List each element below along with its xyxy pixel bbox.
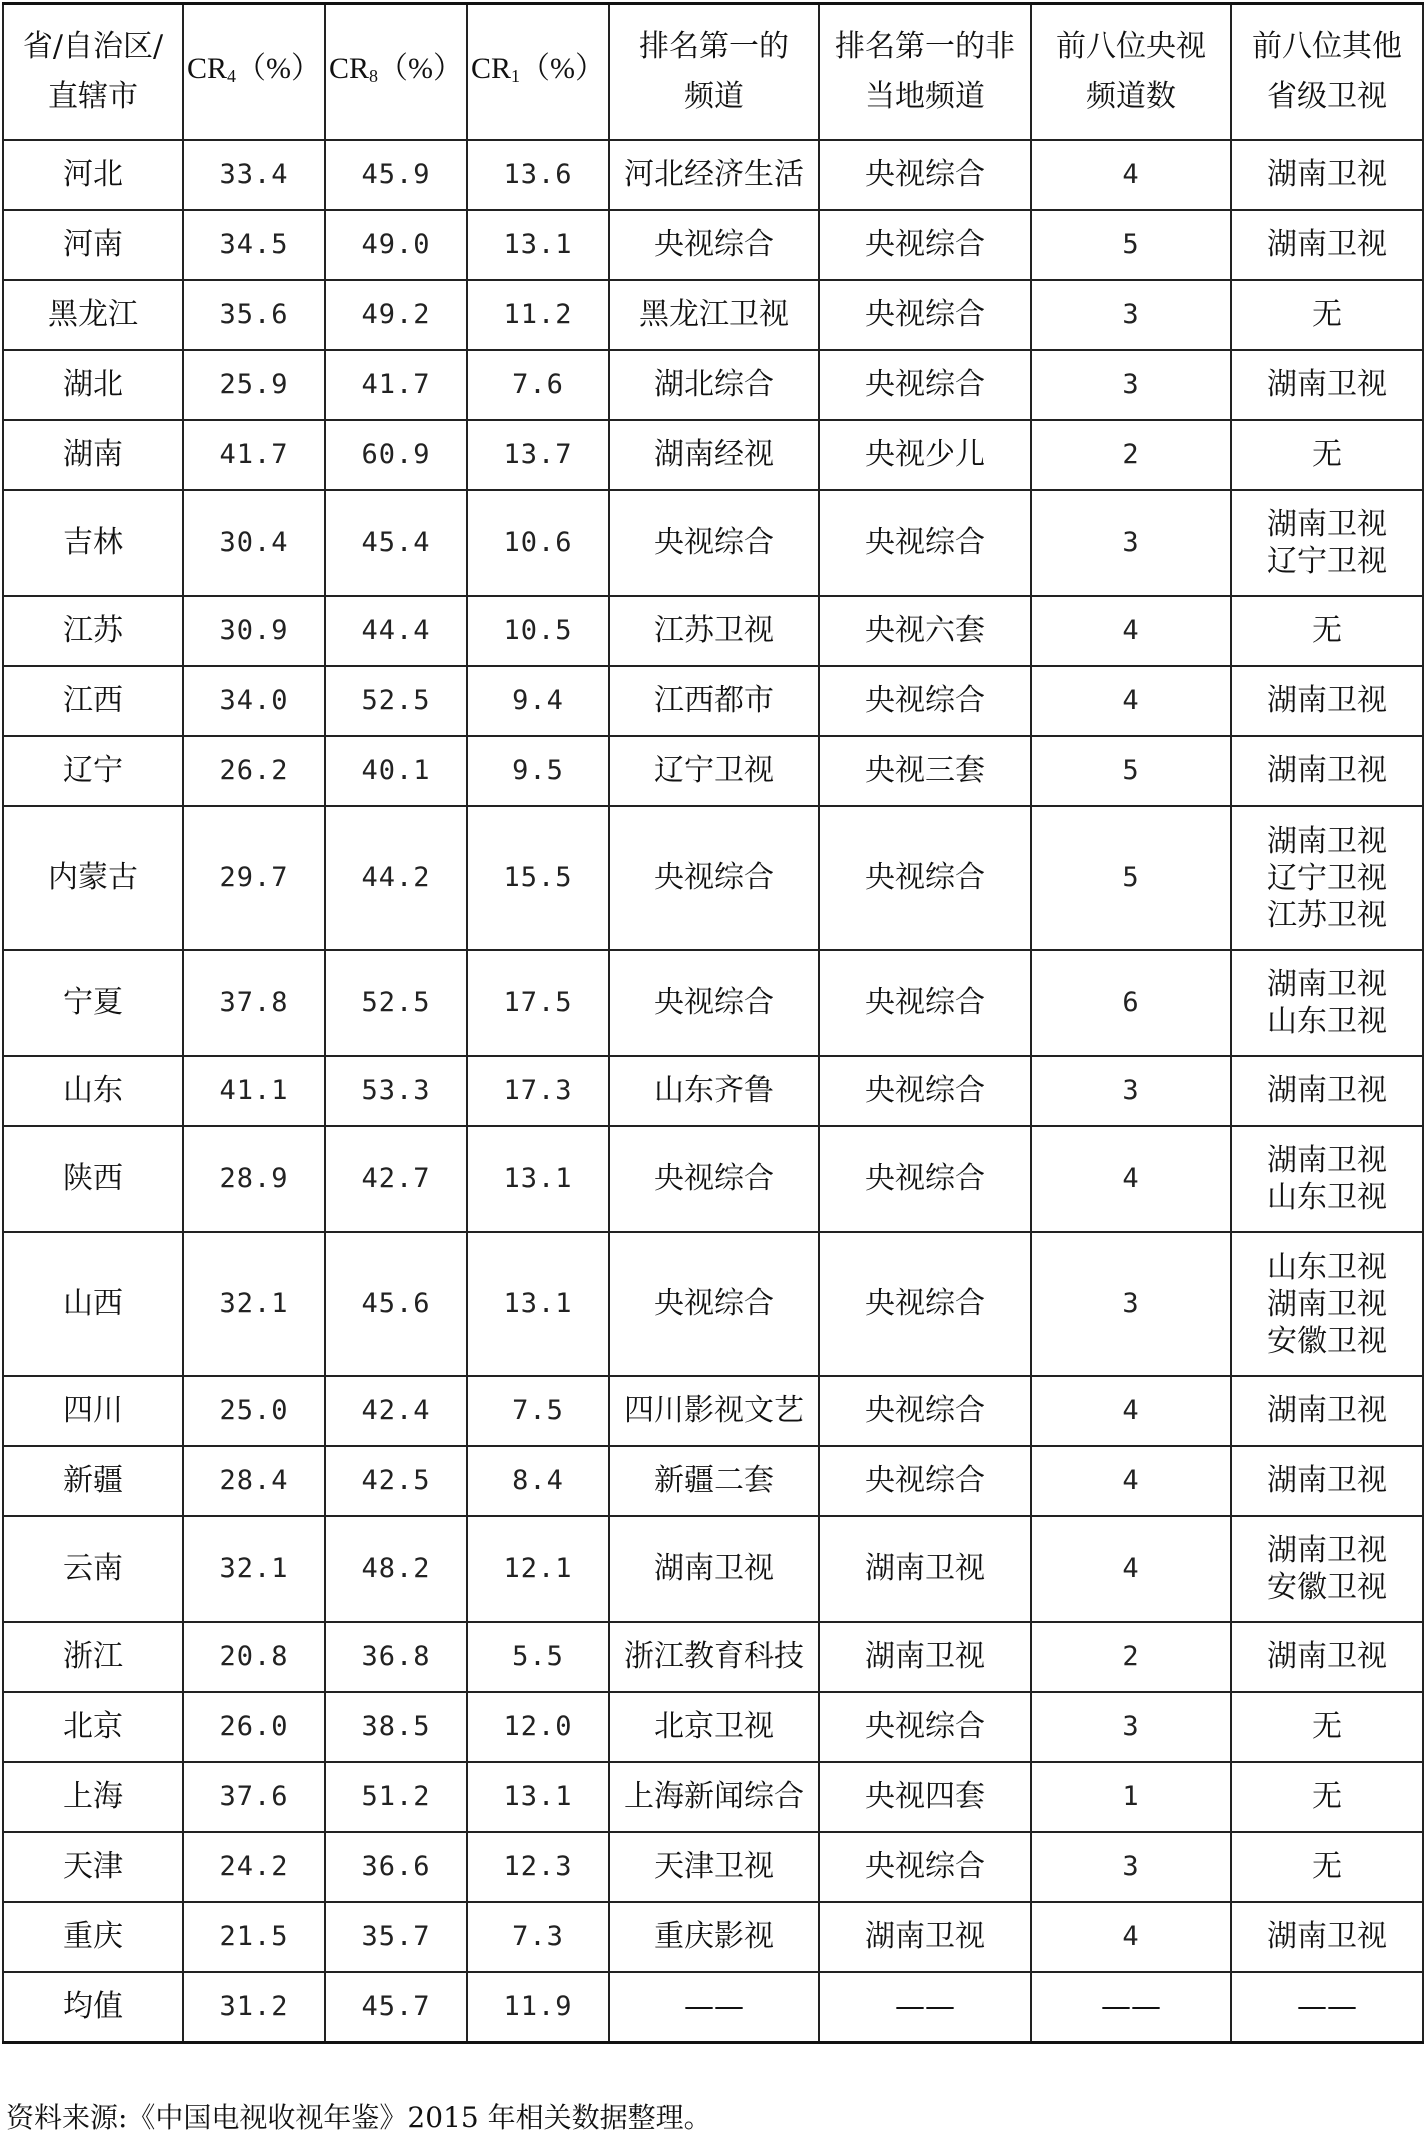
header-other-satellite	[1231, 4, 1423, 141]
cctv-count-cell: 5	[1031, 736, 1231, 806]
cr8-cell: 52.5	[325, 950, 467, 1056]
cr4-cell: 37.6	[183, 1762, 325, 1832]
satellite-channel: 湖南卫视	[1267, 753, 1387, 788]
header-line: 省级卫视	[1267, 79, 1387, 114]
cctv-count-cell: 4	[1031, 1376, 1231, 1446]
cctv-count-cell: 4	[1031, 140, 1231, 210]
top-nonlocal-cell: 央视综合	[819, 140, 1031, 210]
top-nonlocal-cell: 央视综合	[819, 1056, 1031, 1126]
top-channel-cell: 央视综合	[609, 806, 819, 950]
cr8-cell: 42.7	[325, 1126, 467, 1232]
cr4-cell: 26.2	[183, 736, 325, 806]
header-top-nonlocal	[819, 4, 1031, 141]
top-channel-cell: 山东齐鲁	[609, 1056, 819, 1126]
other-satellite-cell	[1231, 490, 1423, 596]
satellite-channel: 湖南卫视	[1267, 683, 1387, 718]
table-row	[3, 950, 1423, 1056]
top-nonlocal-cell: 央视综合	[819, 490, 1031, 596]
satellite-channel: 无	[1312, 613, 1342, 648]
table-row	[3, 1232, 1423, 1376]
top-channel-cell: 央视综合	[609, 950, 819, 1056]
top-channel-cell: 江西都市	[609, 666, 819, 736]
table-row	[3, 350, 1423, 420]
other-satellite-cell	[1231, 210, 1423, 280]
cctv-count-cell: 5	[1031, 210, 1231, 280]
table-row	[3, 1516, 1423, 1622]
cr1-cell: 13.7	[467, 420, 609, 490]
satellite-channel: 无	[1312, 1709, 1342, 1744]
header-line: 当地频道	[865, 79, 985, 114]
cr1-cell: 13.1	[467, 210, 609, 280]
cr1-cell: 8.4	[467, 1446, 609, 1516]
cctv-count-cell: 3	[1031, 1832, 1231, 1902]
cr8-cell: 52.5	[325, 666, 467, 736]
satellite-channel: 湖南卫视	[1267, 1143, 1387, 1178]
header-region	[3, 4, 183, 141]
cr8-cell: 49.0	[325, 210, 467, 280]
cr1-cell: 13.1	[467, 1762, 609, 1832]
other-satellite-cell	[1231, 350, 1423, 420]
satellite-channel: 湖南卫视	[1267, 823, 1387, 859]
top-channel-cell: 央视综合	[609, 1126, 819, 1232]
cr1-cell: 10.5	[467, 596, 609, 666]
region-cell: 山西	[3, 1232, 183, 1376]
satellite-channel: 无	[1312, 1779, 1342, 1814]
region-cell: 上海	[3, 1762, 183, 1832]
other-satellite-cell	[1231, 806, 1423, 950]
cctv-count-cell: ——	[1031, 1972, 1231, 2043]
cctv-count-cell: 2	[1031, 420, 1231, 490]
cr4-cell: 34.5	[183, 210, 325, 280]
cr4-cell: 37.8	[183, 950, 325, 1056]
region-cell: 吉林	[3, 490, 183, 596]
cr1-cell: 15.5	[467, 806, 609, 950]
top-nonlocal-cell: 湖南卫视	[819, 1902, 1031, 1972]
cr4-cell: 29.7	[183, 806, 325, 950]
cr8-cell: 36.6	[325, 1832, 467, 1902]
cr1-cell: 7.3	[467, 1902, 609, 1972]
cr4-cell: 25.9	[183, 350, 325, 420]
cr1-cell: 12.3	[467, 1832, 609, 1902]
top-nonlocal-cell: 央视综合	[819, 1832, 1031, 1902]
table-row	[3, 596, 1423, 666]
region-cell: 宁夏	[3, 950, 183, 1056]
cr1-cell: 7.6	[467, 350, 609, 420]
cr1-cell: 12.0	[467, 1692, 609, 1762]
table-row	[3, 1622, 1423, 1692]
top-nonlocal-cell: 央视综合	[819, 1232, 1031, 1376]
cr-label: $CR_1(\%)$	[470, 51, 606, 86]
top-channel-cell: ——	[609, 1972, 819, 2043]
cr4-cell: 26.0	[183, 1692, 325, 1762]
other-satellite-cell	[1231, 1832, 1423, 1902]
region-cell: 江西	[3, 666, 183, 736]
other-satellite-cell	[1231, 736, 1423, 806]
header-line: 排名第一的非	[835, 29, 1015, 64]
top-nonlocal-cell: 央视四套	[819, 1762, 1031, 1832]
top-nonlocal-cell: 央视三套	[819, 736, 1031, 806]
cr-label: $CR_4(\%)$	[186, 51, 322, 86]
cr1-cell: 17.5	[467, 950, 609, 1056]
header-cr1	[467, 4, 609, 141]
cctv-count-cell: 3	[1031, 1692, 1231, 1762]
cr4-cell: 31.2	[183, 1972, 325, 2043]
header-line: 频道数	[1086, 79, 1176, 114]
top-nonlocal-cell: 央视综合	[819, 1126, 1031, 1232]
top-nonlocal-cell: 央视综合	[819, 210, 1031, 280]
top-nonlocal-cell: 央视综合	[819, 950, 1031, 1056]
table-row	[3, 1972, 1423, 2043]
cr4-cell: 24.2	[183, 1832, 325, 1902]
top-channel-cell: 四川影视文艺	[609, 1376, 819, 1446]
cctv-count-cell: 2	[1031, 1622, 1231, 1692]
satellite-channel: 湖南卫视	[1267, 157, 1387, 192]
cr4-cell: 21.5	[183, 1902, 325, 1972]
cr4-cell: 41.7	[183, 420, 325, 490]
top-channel-cell: 辽宁卫视	[609, 736, 819, 806]
cr4-cell: 32.1	[183, 1516, 325, 1622]
other-satellite-cell	[1231, 140, 1423, 210]
satellite-channel: 无	[1312, 1849, 1342, 1884]
cctv-count-cell: 5	[1031, 806, 1231, 950]
cctv-count-cell: 1	[1031, 1762, 1231, 1832]
cr1-cell: 5.5	[467, 1622, 609, 1692]
other-satellite-cell	[1231, 1056, 1423, 1126]
header-cr8	[325, 4, 467, 141]
satellite-channel: 山东卫视	[1267, 1004, 1387, 1039]
cr8-cell: 49.2	[325, 280, 467, 350]
cr8-cell: 51.2	[325, 1762, 467, 1832]
cr8-cell: 45.9	[325, 140, 467, 210]
cr1-cell: 13.1	[467, 1232, 609, 1376]
satellite-channel: 湖南卫视	[1267, 1393, 1387, 1428]
satellite-channel: 江苏卫视	[1267, 897, 1387, 933]
top-channel-cell: 湖南经视	[609, 420, 819, 490]
header-cr4	[183, 4, 325, 141]
region-cell: 江苏	[3, 596, 183, 666]
table-row	[3, 1376, 1423, 1446]
cr4-cell: 34.0	[183, 666, 325, 736]
table-row	[3, 806, 1423, 950]
cr4-cell: 32.1	[183, 1232, 325, 1376]
other-satellite-cell	[1231, 1232, 1423, 1376]
cr1-cell: 13.1	[467, 1126, 609, 1232]
region-cell: 北京	[3, 1692, 183, 1762]
other-satellite-cell	[1231, 1692, 1423, 1762]
source-note: 资料来源:《中国电视收视年鉴》2015 年相关数据整理。	[6, 2101, 712, 2134]
satellite-channel: 无	[1312, 297, 1342, 332]
other-satellite-cell	[1231, 1446, 1423, 1516]
other-satellite-cell	[1231, 596, 1423, 666]
region-cell: 重庆	[3, 1902, 183, 1972]
table-row	[3, 420, 1423, 490]
satellite-channel: 湖南卫视	[1267, 967, 1387, 1002]
satellite-channel: 湖南卫视	[1267, 1533, 1387, 1568]
cctv-count-cell: 6	[1031, 950, 1231, 1056]
header-line: 前八位央视	[1056, 29, 1206, 64]
cr1-cell: 13.6	[467, 140, 609, 210]
top-nonlocal-cell: 央视六套	[819, 596, 1031, 666]
top-nonlocal-cell: 央视综合	[819, 806, 1031, 950]
other-satellite-cell	[1231, 950, 1423, 1056]
concentration-table	[2, 2, 1424, 2044]
cr1-cell: 9.4	[467, 666, 609, 736]
header-line: 前八位其他	[1252, 29, 1402, 64]
region-cell: 湖北	[3, 350, 183, 420]
satellite-channel: ——	[1297, 1989, 1357, 2024]
cr1-cell: 17.3	[467, 1056, 609, 1126]
cr4-cell: 30.9	[183, 596, 325, 666]
satellite-channel: 无	[1312, 437, 1342, 472]
top-nonlocal-cell: 央视综合	[819, 1446, 1031, 1516]
other-satellite-cell	[1231, 666, 1423, 736]
cr1-cell: 10.6	[467, 490, 609, 596]
cr1-cell: 9.5	[467, 736, 609, 806]
table-row	[3, 1126, 1423, 1232]
cr8-cell: 42.4	[325, 1376, 467, 1446]
satellite-channel: 湖南卫视	[1267, 367, 1387, 402]
cr1-cell: 7.5	[467, 1376, 609, 1446]
table-row	[3, 1692, 1423, 1762]
satellite-channel: 山东卫视	[1267, 1180, 1387, 1215]
other-satellite-cell	[1231, 1516, 1423, 1622]
header-line: 排名第一的	[639, 29, 789, 64]
cctv-count-cell: 4	[1031, 1902, 1231, 1972]
other-satellite-cell	[1231, 280, 1423, 350]
region-cell: 河南	[3, 210, 183, 280]
cr4-cell: 41.1	[183, 1056, 325, 1126]
table-row	[3, 280, 1423, 350]
region-cell: 天津	[3, 1832, 183, 1902]
header-line: 省/自治区/	[22, 29, 164, 64]
cctv-count-cell: 3	[1031, 490, 1231, 596]
cr4-cell: 28.9	[183, 1126, 325, 1232]
table-row	[3, 1056, 1423, 1126]
satellite-channel: 湖南卫视	[1267, 1919, 1387, 1954]
cctv-count-cell: 3	[1031, 280, 1231, 350]
region-cell: 河北	[3, 140, 183, 210]
top-nonlocal-cell: 央视综合	[819, 280, 1031, 350]
header-line: 直辖市	[48, 79, 138, 114]
satellite-channel: 辽宁卫视	[1267, 544, 1387, 579]
cr8-cell: 41.7	[325, 350, 467, 420]
cctv-count-cell: 4	[1031, 1516, 1231, 1622]
top-channel-cell: 天津卫视	[609, 1832, 819, 1902]
region-cell: 山东	[3, 1056, 183, 1126]
top-nonlocal-cell: 湖南卫视	[819, 1622, 1031, 1692]
cr8-cell: 35.7	[325, 1902, 467, 1972]
satellite-channel: 安徽卫视	[1267, 1570, 1387, 1605]
cr4-cell: 35.6	[183, 280, 325, 350]
cctv-count-cell: 3	[1031, 350, 1231, 420]
top-nonlocal-cell: 央视少儿	[819, 420, 1031, 490]
cr8-cell: 40.1	[325, 736, 467, 806]
other-satellite-cell	[1231, 1376, 1423, 1446]
other-satellite-cell	[1231, 1622, 1423, 1692]
cctv-count-cell: 4	[1031, 596, 1231, 666]
top-nonlocal-cell: 央视综合	[819, 1376, 1031, 1446]
satellite-channel: 辽宁卫视	[1267, 860, 1387, 896]
header-top-channel	[609, 4, 819, 141]
top-channel-cell: 江苏卫视	[609, 596, 819, 666]
cctv-count-cell: 3	[1031, 1232, 1231, 1376]
region-cell: 新疆	[3, 1446, 183, 1516]
cr4-cell: 28.4	[183, 1446, 325, 1516]
satellite-channel: 湖南卫视	[1267, 1463, 1387, 1498]
top-nonlocal-cell: 央视综合	[819, 350, 1031, 420]
cr8-cell: 38.5	[325, 1692, 467, 1762]
satellite-channel: 湖南卫视	[1267, 507, 1387, 542]
region-cell: 云南	[3, 1516, 183, 1622]
table-row	[3, 1902, 1423, 1972]
cr8-cell: 60.9	[325, 420, 467, 490]
satellite-channel: 湖南卫视	[1267, 1073, 1387, 1108]
cr4-cell: 33.4	[183, 140, 325, 210]
top-nonlocal-cell: 央视综合	[819, 666, 1031, 736]
cr8-cell: 45.6	[325, 1232, 467, 1376]
top-nonlocal-cell: 央视综合	[819, 1692, 1031, 1762]
top-channel-cell: 河北经济生活	[609, 140, 819, 210]
top-channel-cell: 湖南卫视	[609, 1516, 819, 1622]
cr8-cell: 44.2	[325, 806, 467, 950]
header-cctv-count	[1031, 4, 1231, 141]
region-cell: 内蒙古	[3, 806, 183, 950]
region-cell: 辽宁	[3, 736, 183, 806]
cr4-cell: 25.0	[183, 1376, 325, 1446]
table-row	[3, 736, 1423, 806]
cr1-cell: 11.2	[467, 280, 609, 350]
top-channel-cell: 央视综合	[609, 210, 819, 280]
other-satellite-cell	[1231, 1762, 1423, 1832]
cr8-cell: 42.5	[325, 1446, 467, 1516]
table-row	[3, 490, 1423, 596]
cctv-count-cell: 4	[1031, 1446, 1231, 1516]
cctv-count-cell: 4	[1031, 1126, 1231, 1232]
table-header-row	[3, 4, 1423, 141]
cr4-cell: 20.8	[183, 1622, 325, 1692]
table-row	[3, 1762, 1423, 1832]
top-channel-cell: 新疆二套	[609, 1446, 819, 1516]
region-cell: 黑龙江	[3, 280, 183, 350]
top-channel-cell: 央视综合	[609, 490, 819, 596]
region-cell: 湖南	[3, 420, 183, 490]
satellite-channel: 湖南卫视	[1267, 227, 1387, 262]
cctv-count-cell: 4	[1031, 666, 1231, 736]
region-cell: 四川	[3, 1376, 183, 1446]
table-row	[3, 140, 1423, 210]
cr1-cell: 12.1	[467, 1516, 609, 1622]
top-channel-cell: 上海新闻综合	[609, 1762, 819, 1832]
top-channel-cell: 央视综合	[609, 1232, 819, 1376]
top-channel-cell: 北京卫视	[609, 1692, 819, 1762]
cr8-cell: 45.7	[325, 1972, 467, 2043]
other-satellite-cell	[1231, 420, 1423, 490]
cr1-cell: 11.9	[467, 1972, 609, 2043]
top-nonlocal-cell: ——	[819, 1972, 1031, 2043]
satellite-channel: 湖南卫视	[1267, 1286, 1387, 1322]
cr8-cell: 48.2	[325, 1516, 467, 1622]
region-cell: 浙江	[3, 1622, 183, 1692]
table-row	[3, 210, 1423, 280]
cr4-cell: 30.4	[183, 490, 325, 596]
document-page	[2, 2, 1424, 2044]
cr8-cell: 44.4	[325, 596, 467, 666]
top-nonlocal-cell: 湖南卫视	[819, 1516, 1031, 1622]
top-channel-cell: 浙江教育科技	[609, 1622, 819, 1692]
table-row	[3, 1832, 1423, 1902]
top-channel-cell: 湖北综合	[609, 350, 819, 420]
header-line: 频道	[684, 79, 744, 114]
table-row	[3, 666, 1423, 736]
other-satellite-cell	[1231, 1972, 1423, 2043]
top-channel-cell: 黑龙江卫视	[609, 280, 819, 350]
satellite-channel: 山东卫视	[1267, 1249, 1387, 1285]
cr-label: $CR_8(\%)$	[328, 51, 464, 86]
cr8-cell: 36.8	[325, 1622, 467, 1692]
region-cell: 陕西	[3, 1126, 183, 1232]
cr8-cell: 45.4	[325, 490, 467, 596]
table-row	[3, 1446, 1423, 1516]
satellite-channel: 安徽卫视	[1267, 1323, 1387, 1359]
cr8-cell: 53.3	[325, 1056, 467, 1126]
top-channel-cell: 重庆影视	[609, 1902, 819, 1972]
other-satellite-cell	[1231, 1126, 1423, 1232]
other-satellite-cell	[1231, 1902, 1423, 1972]
region-cell: 均值	[3, 1972, 183, 2043]
satellite-channel: 湖南卫视	[1267, 1639, 1387, 1674]
cctv-count-cell: 3	[1031, 1056, 1231, 1126]
